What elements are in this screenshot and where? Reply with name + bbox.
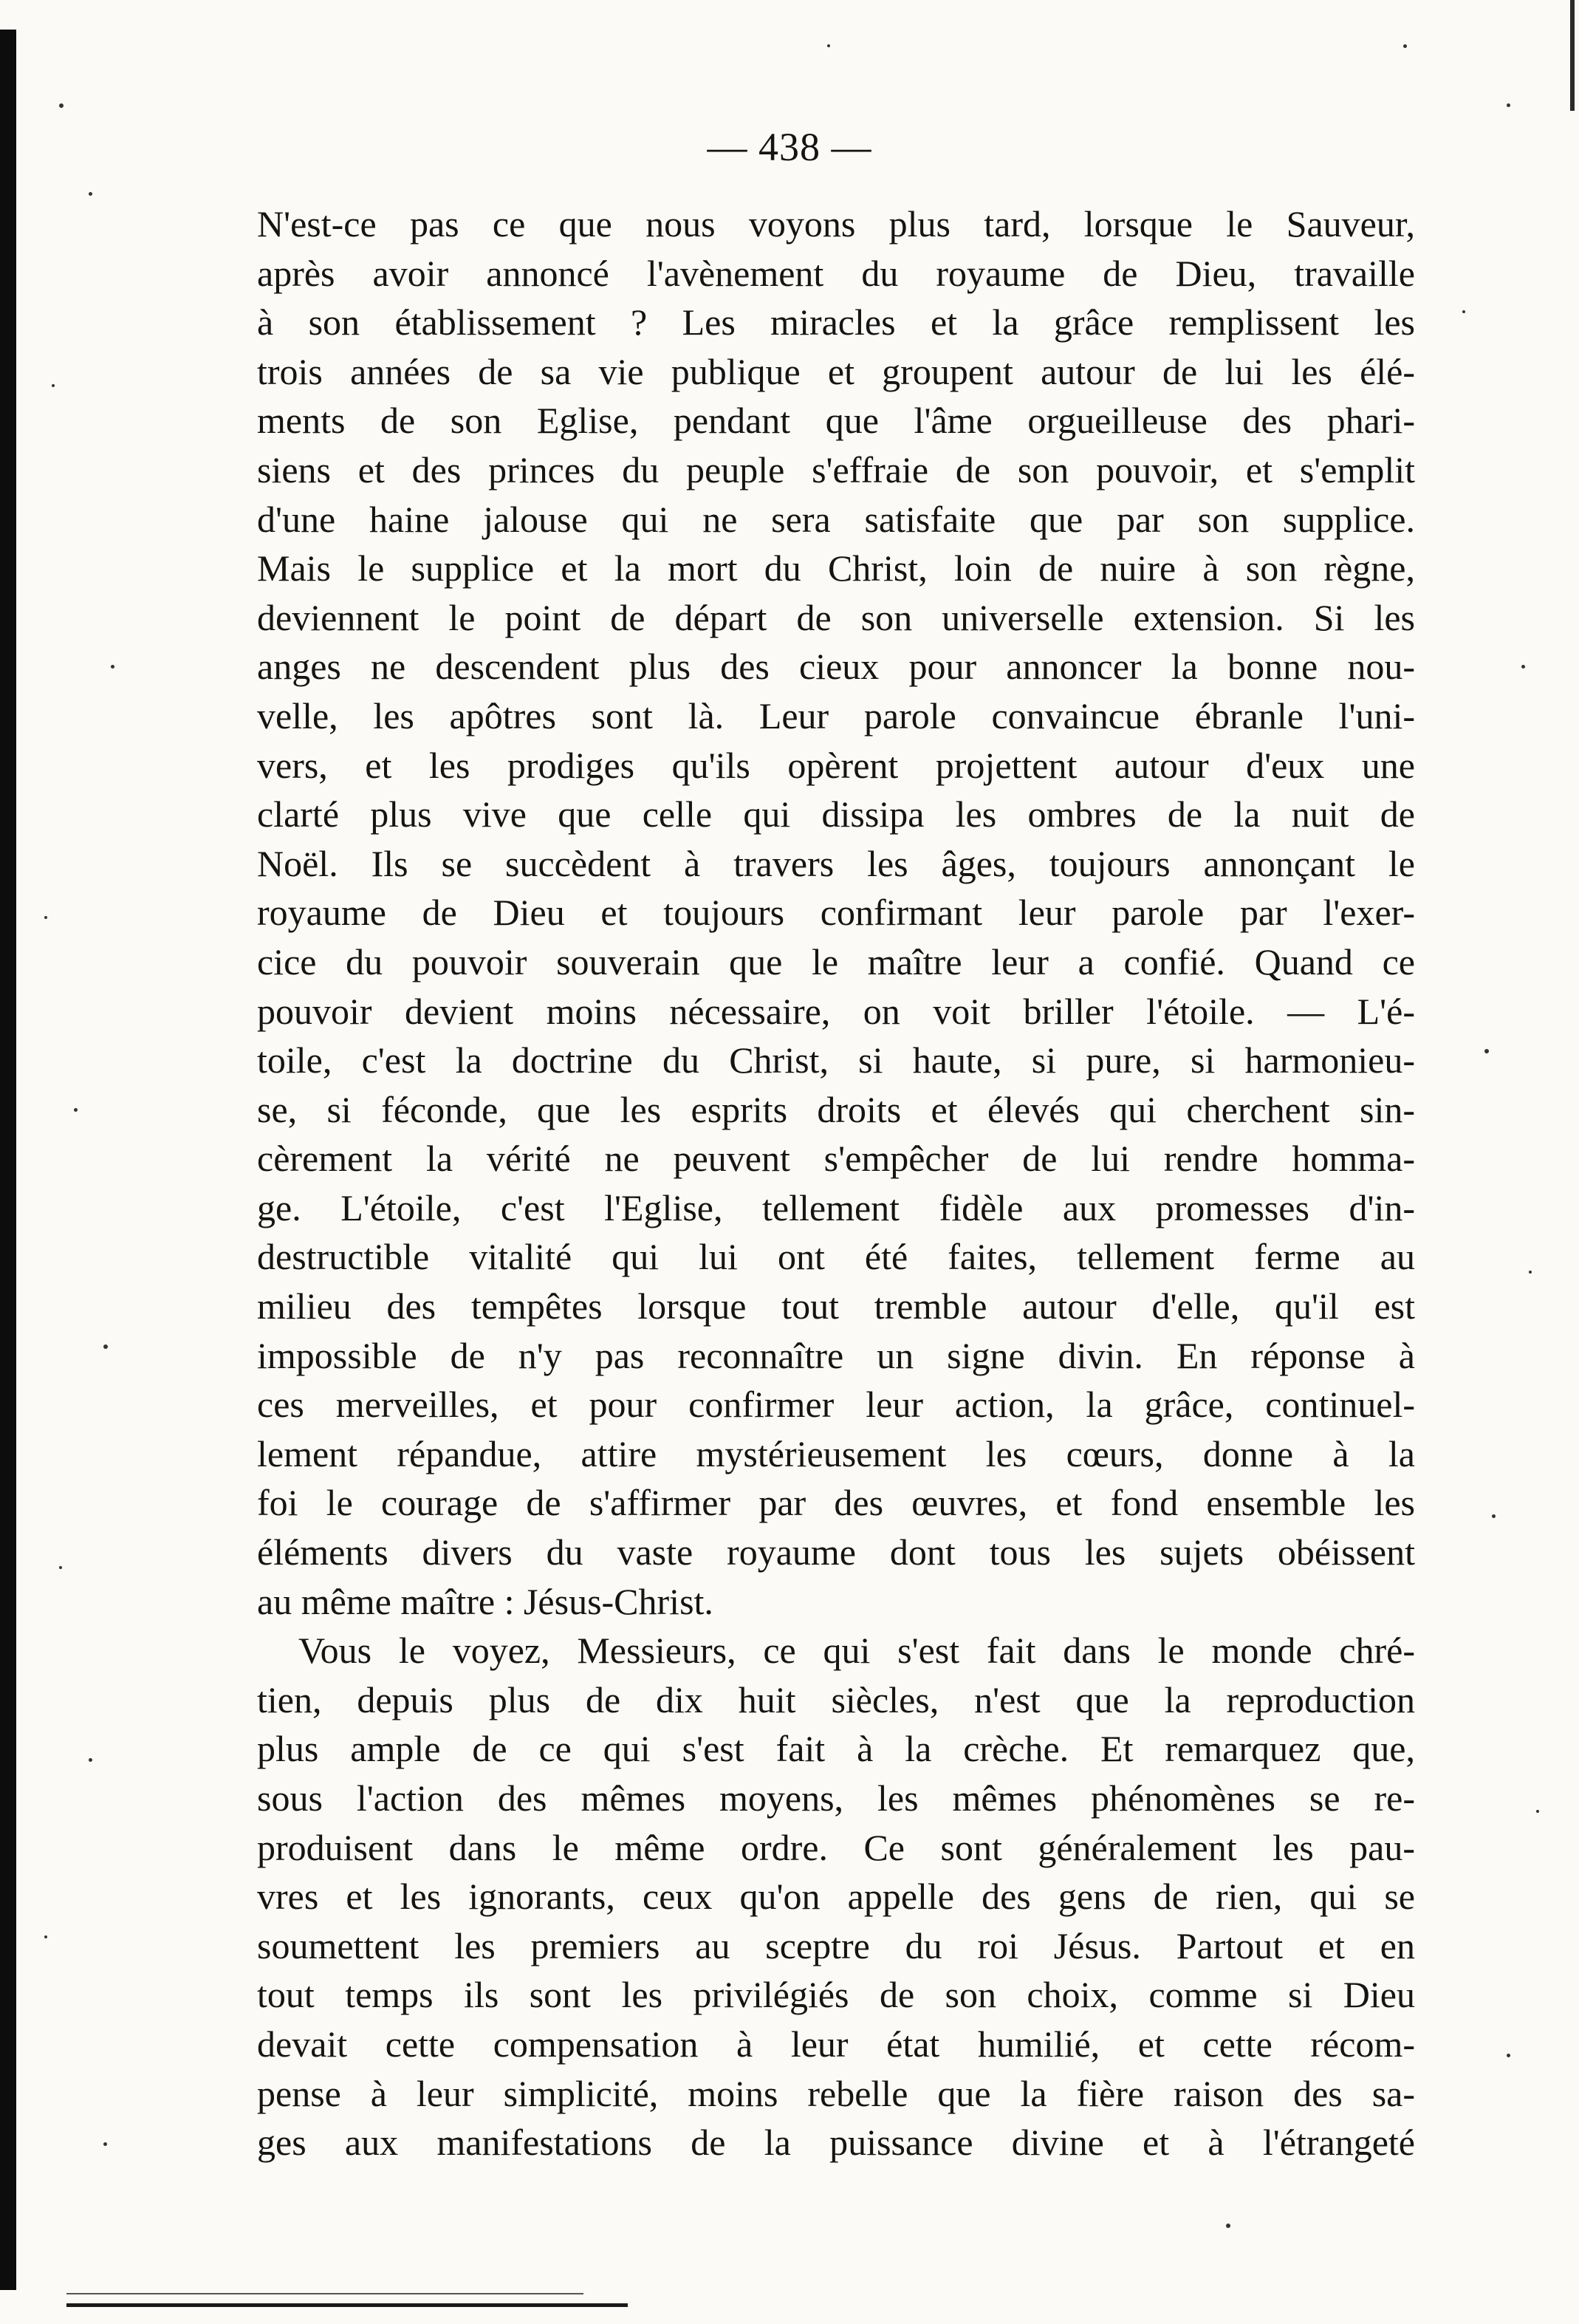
scan-speck [52,384,55,387]
text-line: vers, et les prodiges qu'ils opèrent projettent autour d'eux une [257,744,1415,786]
text-line: deviennent le point de départ de son universelle extension. Si les [257,596,1415,638]
text-line: devait cette compensation à leur état humilié, et cette récom- [257,2023,1415,2065]
text-line: foi le courage de s'affirmer par des œuvres, et fond ensemble les [257,1482,1415,1524]
text-line: ges aux manifestations de la puissance divine et à l'étrangeté [257,2122,1415,2164]
text-line: Vous le voyez, Messieurs, ce qui s'est fait dans le monde chré- [298,1630,1415,1672]
scan-speck [59,103,64,108]
scan-speck [74,1108,78,1112]
scan-speck [1507,103,1510,107]
text-line: au même maître : Jésus-Christ. [257,1580,713,1622]
text-line: soumettent les premiers au sceptre du roi Jésus. Partout et en [257,1924,1415,1966]
text-line: cèrement la vérité ne peuvent s'empêcher de lui rendre homma- [257,1138,1415,1180]
scan-speck [111,665,114,669]
text-line: se, si féconde, que les esprits droits et élevés qui cherchent sin- [257,1088,1415,1130]
scan-speck [1484,1049,1489,1053]
text-line: vres et les ignorants, ceux qu'on appelle des gens de rien, qui se [257,1876,1415,1918]
text-line: cice du pouvoir souverain que le maître leur a confié. Quand ce [257,940,1415,982]
scan-speck [1536,1810,1539,1813]
scan-speck [44,1935,47,1938]
text-line: trois années de sa vie publique et groupent autour de lui les élé- [257,350,1415,392]
scan-speck [89,1758,92,1762]
text-line: pouvoir devient moins nécessaire, on voit briller l'étoile. — L'é- [257,990,1415,1032]
text-line: velle, les apôtres sont là. Leur parole convaincue ébranle l'uni- [257,694,1415,736]
scan-speck [1521,665,1525,669]
text-line: Mais le supplice et la mort du Christ, loin de nuire à son règne, [257,547,1415,589]
scan-speck [89,192,92,196]
binding-edge [0,30,16,2290]
text-line: anges ne descendent plus des cieux pour annoncer la bonne nou- [257,646,1415,688]
scan-speck [1507,2054,1510,2057]
text-line: sous l'action des mêmes moyens, les mêmes phénomènes se re- [257,1777,1415,1819]
text-line: lement répandue, attire mystérieusement les cœurs, donne à la [257,1432,1415,1474]
scan-speck [44,916,47,919]
text-line: Noël. Ils se succèdent à travers les âges, toujours annonçant le [257,842,1415,884]
scan-speck [1403,44,1407,48]
text-line: éléments divers du vaste royaume dont tous les sujets obéissent [257,1531,1415,1573]
text-line: ces merveilles, et pour confirmer leur action, la grâce, continuel- [257,1384,1415,1426]
bottom-rule-thin [66,2293,583,2294]
scan-speck [827,44,830,47]
text-line: clarté plus vive que celle qui dissipa les ombres de la nuit de [257,793,1415,835]
text-block [257,199,1415,2167]
text-line: à son établissement ? Les miracles et la grâce remplissent les [257,301,1415,344]
text-line: N'est-ce pas ce que nous voyons plus tard, lorsque le Sauveur, [257,203,1415,245]
text-line: tien, depuis plus de dix huit siècles, n'est que la reproduction [257,1678,1415,1720]
bottom-rule [66,2303,628,2307]
text-line: impossible de n'y pas reconnaître un signe divin. En réponse à [257,1334,1415,1376]
scan-speck [1462,310,1465,313]
text-line: toile, c'est la doctrine du Christ, si haute, si pure, si harmonieu- [257,1039,1415,1081]
text-line: plus ample de ce qui s'est fait à la crèche. Et remarquez que, [257,1728,1415,1770]
scan-speck [103,2142,107,2146]
text-line: produisent dans le même ordre. Ce sont généralement les pau- [257,1826,1415,1868]
text-line: ge. L'étoile, c'est l'Eglise, tellement fidèle aux promesses d'in- [257,1186,1415,1228]
text-line: siens et des princes du peuple s'effraie de son pouvoir, et s'emplit [257,448,1415,491]
scan-speck [1492,1514,1496,1518]
text-line: pense à leur simplicité, moins rebelle que la fière raison des sa- [257,2072,1415,2114]
right-edge-mark [1570,0,1575,111]
scan-speck [103,1344,108,1349]
scan-speck [1529,1271,1532,1274]
scan-speck [59,1566,62,1569]
text-line: tout temps ils sont les privilégiés de son choix, comme si Dieu [257,1974,1415,2016]
text-line: après avoir annoncé l'avènement du royaume de Dieu, travaille [257,252,1415,294]
text-line: ments de son Eglise, pendant que l'âme orgueilleuse des phari- [257,400,1415,442]
text-line: royaume de Dieu et toujours confirmant leur parole par l'exer- [257,892,1415,934]
text-line: milieu des tempêtes lorsque tout tremble autour d'elle, qu'il est [257,1285,1415,1327]
text-line: destructible vitalité qui lui ont été faites, tellement ferme au [257,1236,1415,1278]
page-number: — 438 — [707,125,872,169]
text-line: d'une haine jalouse qui ne sera satisfaite que par son supplice. [257,498,1415,540]
scan-speck [1226,2224,1230,2228]
